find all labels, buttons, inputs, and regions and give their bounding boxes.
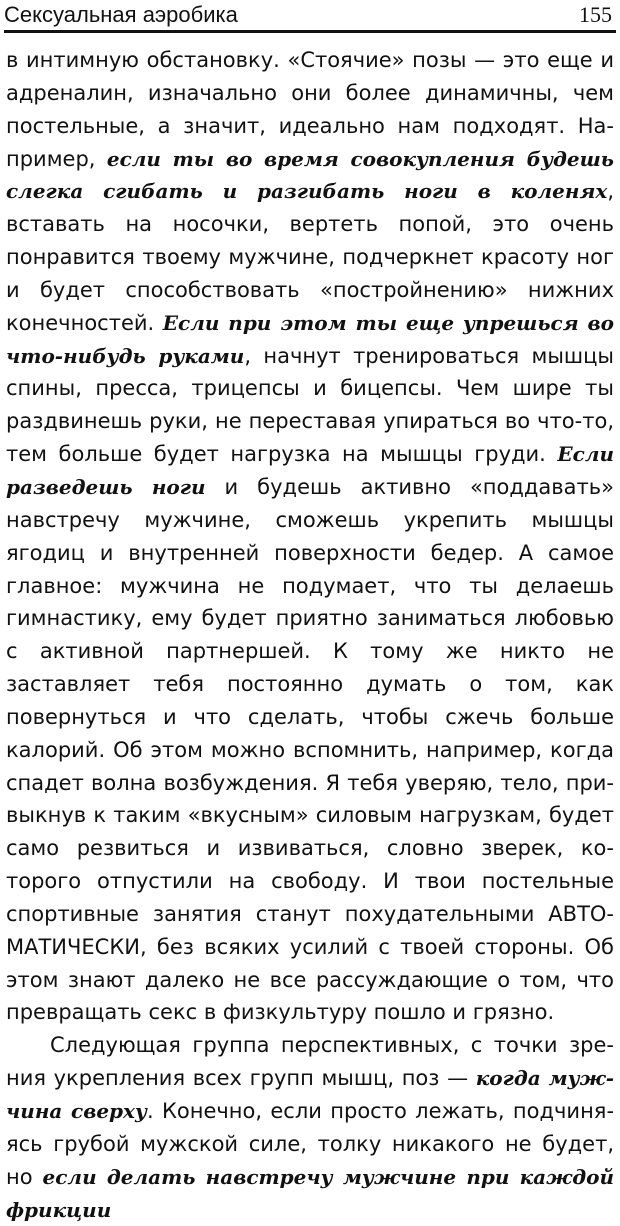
- paragraph: [6, 44, 614, 1029]
- header-rule: [4, 30, 616, 33]
- text-run: и будешь активно «поддавать» навстречу мужчине, сможешь укрепить мышцы ягодиц и внутренней поверхности бедер. А самое главное: мужчина не подумает, что ты делаешь гимнастику, ему будет приятно заниматься любовью с активной партнершей. К тому же никто не заставляет тебя постоянно думать о том, как повернуться и что сделать, чтобы сжечь больше калорий. Об этом можно вспомнить, например, когда спадет волна возбуждения. Я тебя уверяю, тело, привыкнув к таким «вкусным» силовым нагрузкам, будет само резвиться и извиваться, словно зверек, которого отпустили на свободу. И твои постельные спортивные занятия станут похудательными АВТОМАТИЧЕСКИ, без всяких усилий с твоей стороны. Об этом знают далеко не все рассуждающие о том, что превращать секс в физкультуру пошло и грязно.: [6, 474, 614, 1025]
- text-run: . Конечно, если просто лежать, подчиняясь грубой мужской силе, толку никакого не будет, но: [6, 1099, 615, 1189]
- text-run: , начнут тренироваться мышцы спины, пресса, трицепсы и бицепсы. Чем шире ты раздвинешь руки, не переставая упираться во что-то, тем больше будет нагрузка на мышцы груди.: [6, 343, 614, 467]
- text-run: , вставать на носочки, вертеть попой, это очень понравится твоему мужчине, подчеркнет красоту ног и будет способствовать «постройнению» нижних конечностей.: [6, 179, 614, 335]
- running-title: Сексуальная аэробика: [4, 2, 238, 27]
- paragraph: [6, 1029, 614, 1226]
- text-run: в интимную обстановку. «Стоячие» позы — это еще и адреналин, изначально они более динамичны, чем постельные, а значит, идеально нам подходят. Например,: [6, 48, 614, 171]
- text-run: Следующая группа перспективных, с точки зрения укрепления всех групп мышц, поз —: [6, 1033, 614, 1091]
- italic-emphasis: если ты во время совокупления будешь слегка сгибать и разгибать ноги в коленях: [6, 146, 614, 204]
- italic-emphasis: когда мужчина сверху: [6, 1066, 614, 1123]
- italic-emphasis: Если при этом ты еще упрешься во что-нибудь руками: [6, 310, 614, 368]
- running-head: [4, 0, 612, 30]
- italic-emphasis: если делать навстречу мужчине при каждой фрикции: [6, 1164, 615, 1222]
- body-text: [6, 44, 614, 1226]
- page-number: 155: [579, 2, 612, 27]
- italic-emphasis: Если разведешь ноги: [6, 442, 614, 499]
